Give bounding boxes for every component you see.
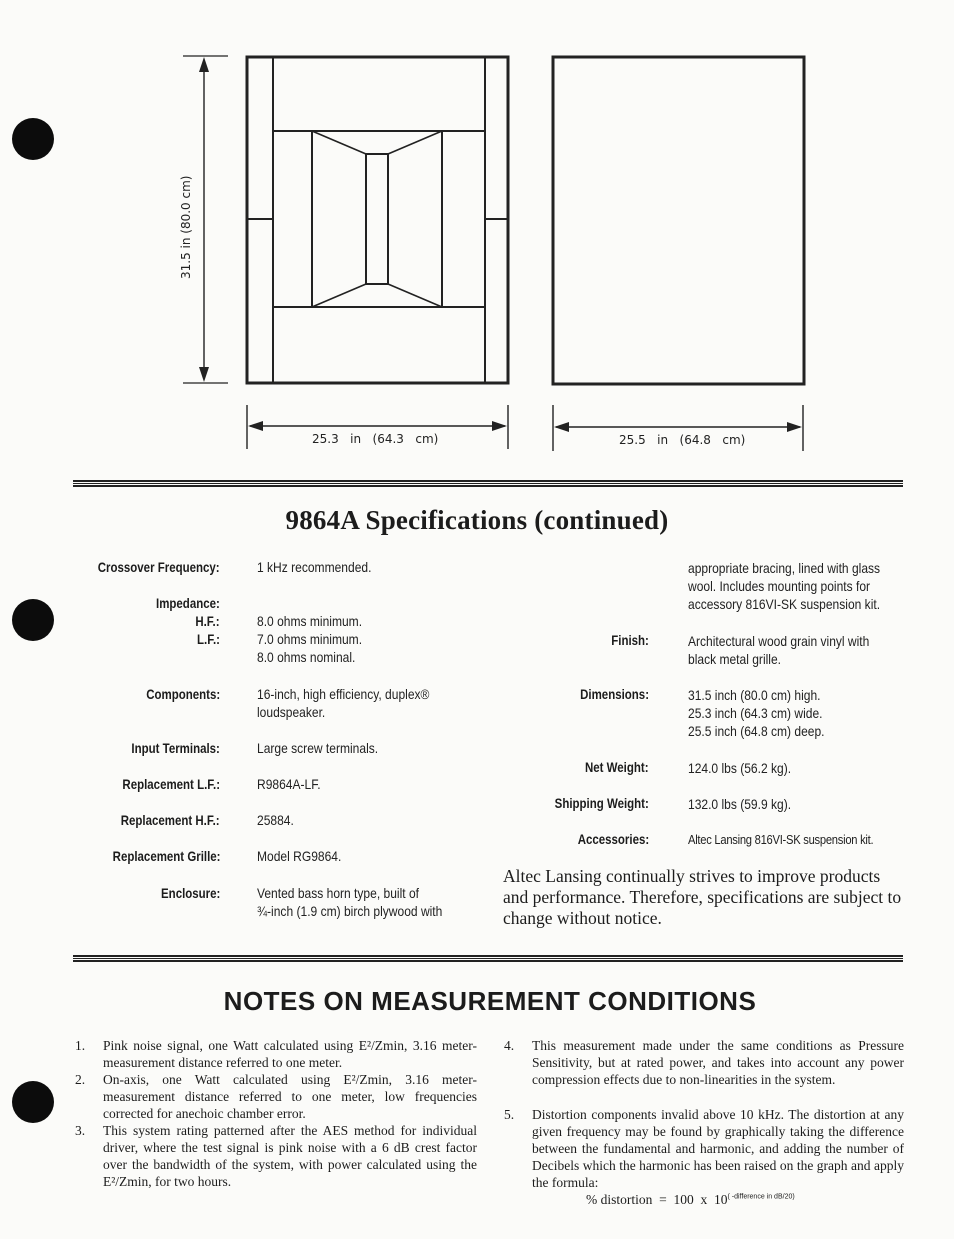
section-divider-top [73,480,903,487]
front-width-label: 25.3 in (64.3 cm) [312,432,439,446]
spec-value-enclosure-continued: appropriate bracing, lined with glass wool. Includes mounting points for accessory 816VI-SK suspension kit. [688,560,881,612]
note-item: 5. Distortion components invalid above 10 kHz. The distortion at any given frequency may be found by graphically taking the difference between the fundamental and harmonic, and adding the number of Decibels which the harmonic has been raised on the graph and apply the formula: [504,1107,904,1190]
side-view-drawing [553,57,804,384]
section-divider-bottom [73,955,903,962]
side-width-label: 25.5 in (64.8 cm) [619,433,746,447]
binder-hole-middle [12,599,54,641]
spec-label-components: Components: [146,686,220,702]
note-item: 4. This measurement made under the same conditions as Pressure Sensitivity, but at rated power, and takes into account any power compression effects due to non-linearities in the system. [504,1038,904,1087]
notes-title: NOTES ON MEASUREMENT CONDITIONS [223,986,757,1016]
formula-exponent: ( -difference in dB/20) [727,1193,795,1201]
distortion-formula [586,1192,795,1208]
spec-value-lf: 7.0 ohms minimum. 8.0 ohms nominal. [257,631,363,665]
closing-note: Altec Lansing continually strives to improve products and performance. Therefore, specifications are subject to change without notice. [503,866,902,928]
spec-label-crossover: Crossover Frequency: [98,559,220,575]
spec-value-accessories: Altec Lansing 816VI-SK suspension kit. [688,832,874,847]
spec-value-finish: Architectural wood grain vinyl with black metal grille. [688,633,870,667]
cabinet-dimension-drawings [0,0,954,470]
spec-label-replacement-lf: Replacement L.F.: [122,776,220,792]
height-dimension-label: 31.5 in (80.0 cm) [179,175,193,279]
spec-value-replacement-lf: R9864A-LF. [257,776,321,792]
spec-value-enclosure: Vented bass horn type, built of ¾-inch (1.9 cm) birch plywood with [257,885,443,919]
binder-hole-bottom [12,1081,54,1123]
spec-label-hf: H.F.: [195,613,220,629]
spec-value-net-weight: 124.0 lbs (56.2 kg). [688,760,792,776]
formula-main: % distortion = 100 x 10 [586,1192,728,1207]
spec-label-input-terminals: Input Terminals: [131,740,220,756]
spec-value-hf: 8.0 ohms minimum. [257,613,363,629]
spec-label-dimensions: Dimensions: [580,686,649,702]
note-item: 2. On-axis, one Watt calculated using E²/Zmin, 3.16 meter-measurement distance referred to one meter, low frequencies corrected for anechoic chamber error. [75,1072,477,1121]
note-item: 3. This system rating patterned after the AES method for individual driver, where the test signal is pink noise with a 6 dB crest factor over the bandwidth of the system, with power calculated using the E²/Zmin, for two hours. [75,1123,477,1189]
spec-label-accessories: Accessories: [577,831,649,847]
spec-label-impedance: Impedance: [156,595,220,611]
spec-label-replacement-grille: Replacement Grille: [112,848,220,864]
spec-value-shipping-weight: 132.0 lbs (59.9 kg). [688,796,792,812]
spec-label-finish: Finish: [611,632,649,648]
note-item: 1. Pink noise signal, one Watt calculated using E²/Zmin, 3.16 meter-measurement distance referred to one meter. [75,1038,477,1070]
spec-value-replacement-grille: Model RG9864. [257,848,342,864]
front-view-drawing [247,57,508,383]
spec-label-net-weight: Net Weight: [585,759,649,775]
spec-label-enclosure: Enclosure: [160,885,220,901]
spec-label-lf: L.F.: [197,631,220,647]
spec-value-components: 16-inch, high efficiency, duplex® loudspeaker. [257,686,430,720]
specs-title: 9864A Specifications (continued) [285,505,669,535]
spec-label-shipping-weight: Shipping Weight: [554,795,649,811]
spec-value-replacement-hf: 25884. [257,812,294,828]
spec-label-replacement-hf: Replacement H.F.: [121,812,220,828]
spec-value-dimensions: 31.5 inch (80.0 cm) high. 25.3 inch (64.3 cm) wide. 25.5 inch (64.8 cm) deep. [688,687,825,739]
spec-value-input-terminals: Large screw terminals. [257,740,379,756]
spec-value-crossover: 1 kHz recommended. [257,559,372,575]
